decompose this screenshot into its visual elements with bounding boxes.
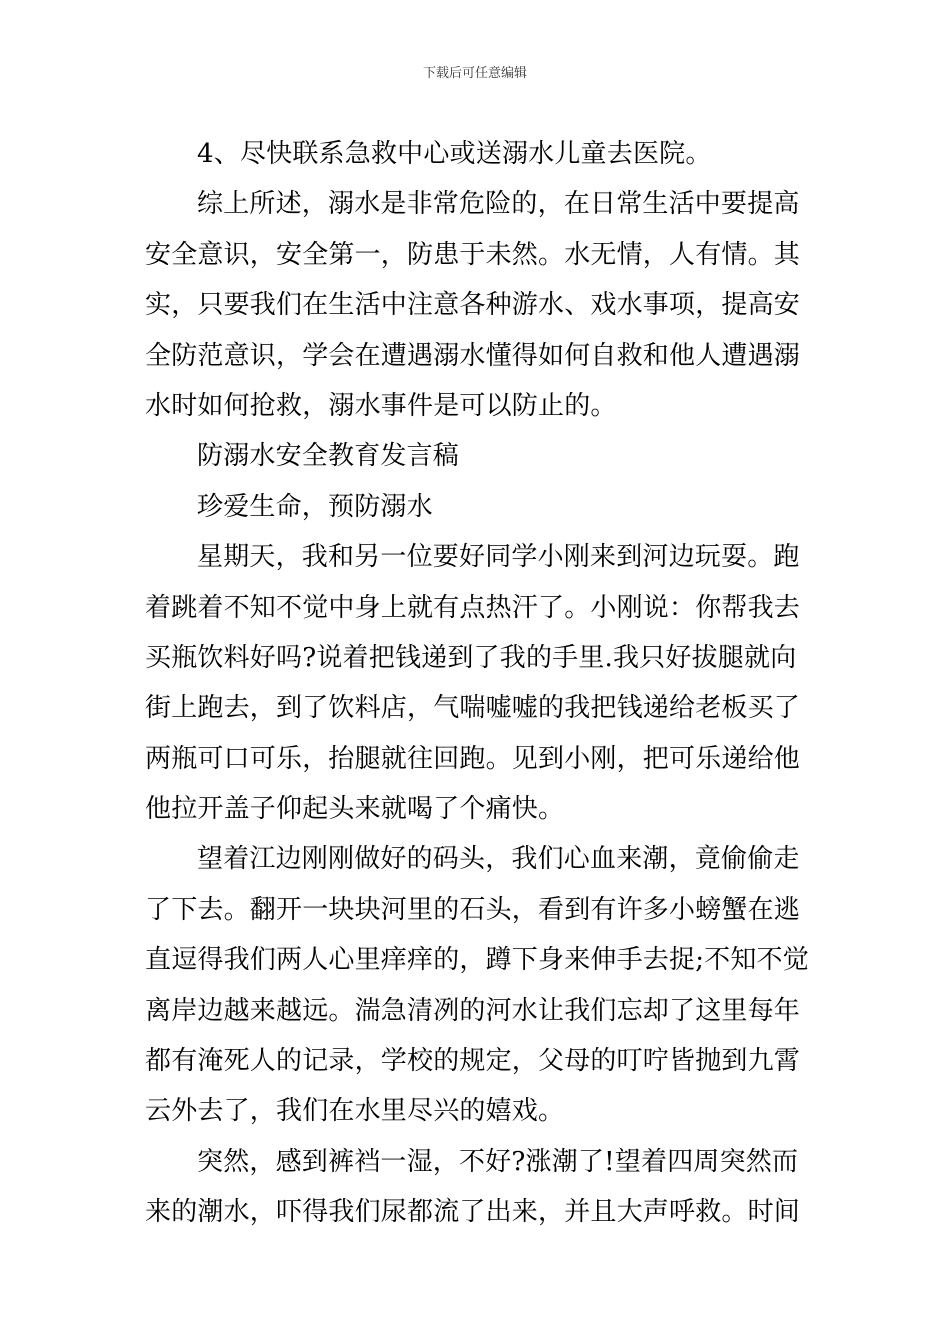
section-subtitle: 珍爱生命，预防溺水 (197, 491, 433, 522)
text-line: 4、尽快联系急救中心或送溺水儿童去医院。 (197, 139, 712, 169)
page-header-note: 下载后可任意编辑 (422, 66, 527, 81)
text-line: 他拉开盖子仰起头来就喝了个痛快。 (145, 794, 565, 825)
text-line: 都有淹死人的记录，学校的规定，父母的叮咛皆抛到九霄 (145, 1046, 801, 1077)
text-line: 街上跑去，到了饮料店，气喘嘘嘘的我把钱递给老板买了 (145, 693, 801, 724)
document-body (145, 129, 809, 1238)
text-line: 星期天，我和另一位要好同学小刚来到河边玩耍。跑 (197, 542, 800, 573)
text-line: 综上所述，溺水是非常危险的，在日常生活中要提高 (197, 189, 800, 220)
text-line: 来的潮水，吓得我们尿都流了出来，并且大声呼救。时间 (145, 1197, 801, 1228)
text-line: 离岸边越来越远。湍急清冽的河水让我们忘却了这里每年 (145, 995, 801, 1026)
text-line: 云外去了，我们在水里尽兴的嬉戏。 (145, 1096, 565, 1127)
text-line: 着跳着不知不觉中身上就有点热汗了。小刚说：你帮我去 (145, 592, 801, 623)
text-line: 望着江边刚刚做好的码头，我们心血来潮，竟偷偷走 (197, 844, 800, 875)
text-line: 突然，感到裤裆一湿，不好?涨潮了!望着四周突然而 (197, 1146, 799, 1177)
text-line: 全防范意识，学会在遭遇溺水懂得如何自救和他人遭遇溺 (145, 340, 801, 371)
text-line: 水时如何抢救，溺水事件是可以防止的。 (145, 390, 617, 421)
text-line: 了下去。翻开一块块河里的石头，看到有许多小螃蟹在逃 (145, 894, 801, 925)
text-line: 安全意识，安全第一，防患于未然。水无情，人有情。其 (145, 239, 801, 270)
text-line: 直逗得我们两人心里痒痒的，蹲下身来伸手去捉;不知不觉 (145, 945, 809, 976)
text-line: 买瓶饮料好吗?说着把钱递到了我的手里.我只好拔腿就向 (145, 642, 797, 673)
section-title: 防溺水安全教育发言稿 (197, 441, 460, 472)
text-line: 两瓶可口可乐，抬腿就往回跑。见到小刚，把可乐递给他 (145, 743, 801, 774)
text-line: 实，只要我们在生活中注意各种游水、戏水事项，提高安 (145, 290, 801, 321)
